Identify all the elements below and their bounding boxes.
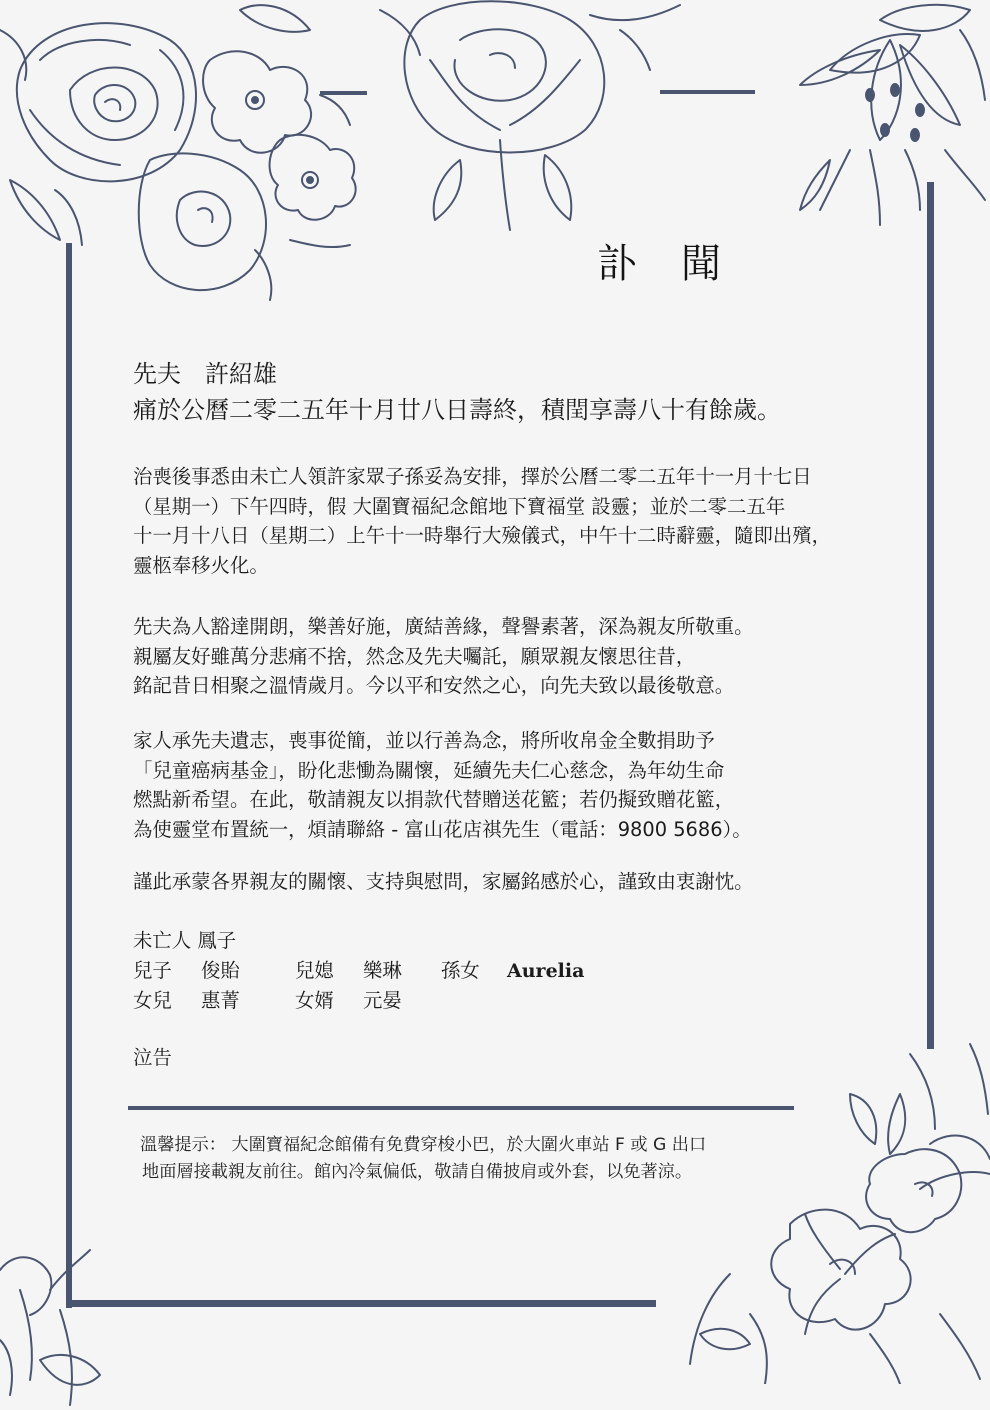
family-row (133, 986, 584, 1016)
peony-illustration-icon (360, 0, 690, 260)
paragraph-line: 「兒童癌病基金」，盼化悲慟為關懷，延續先夫仁心慈念，為年幼生命 (133, 758, 725, 782)
funeral-arrangements-paragraph (133, 462, 831, 580)
paragraph-line: 十一月十八日（星期二）上午十一時舉行大殮儀式，中午十二時辭靈，隨即出殯， (133, 524, 832, 547)
paragraph-line: 治喪後事悉由未亡人領許家眾子孫妥為安排，擇於公曆二零二五年十一月十七日 (133, 465, 812, 488)
relation-label: 兒子 (133, 959, 172, 982)
rose-illustration-icon (0, 0, 400, 340)
note-line: 地面層接載親友前往。館內冷氣偏低，敬請自備披肩或外套，以免著涼。 (142, 1162, 693, 1182)
relation-label: 女婿 (295, 989, 334, 1012)
relation-label: 兒媳 (295, 959, 334, 982)
deceased-name: 先夫 許紹雄 (133, 360, 277, 388)
paragraph-line: 親屬友好雖萬分悲痛不捨，然念及先夫囑託，願眾親友懷思往昔， (133, 644, 696, 668)
paragraph-line: 先夫為人豁達開朗，樂善好施，廣結善緣，聲譽素著，深為親友所敬重。 (133, 615, 754, 638)
family-row (133, 956, 584, 986)
hibiscus-illustration-icon (670, 1034, 990, 1384)
donation-paragraph (133, 726, 752, 844)
paragraph-line: 靈柩奉移火化。 (133, 553, 269, 577)
widow-name: 未亡人 鳳子 (133, 929, 237, 952)
relation-label: 孫女 (441, 959, 480, 982)
note-line: 溫馨提示： 大圍寶福紀念館備有免費穿梭小巴，於大圍火車站 F 或 G 出口 (140, 1135, 707, 1155)
family-member-name: 惠菁 (201, 989, 240, 1012)
tribute-paragraph (133, 612, 754, 701)
lily-illustration-icon (770, 0, 990, 240)
paragraph-line: 家人承先夫遺志，喪事從簡，並以行善為念，將所收帛金全數捐助予 (133, 729, 715, 752)
family-member-name: Aurelia (507, 960, 585, 982)
family-member-name: 元晏 (363, 989, 402, 1012)
paragraph-line: 銘記昔日相聚之溫情歲月。今以平和安然之心，向先夫致以最後敬意。 (133, 674, 735, 697)
paragraph-line: （星期一）下午四時，假 大圍寶福紀念館地下寶福堂 設靈；並於二零二五年 (133, 494, 786, 518)
section-divider (128, 1106, 794, 1110)
closing-text: 泣告 (133, 1046, 172, 1069)
family-member-name: 俊貽 (201, 959, 240, 982)
signatories (133, 926, 584, 1016)
relation-label: 女兒 (133, 989, 172, 1012)
frame-top-right-dash (660, 90, 755, 94)
frame-right-line (927, 182, 934, 1049)
deceased-passing: 痛於公曆二零二五年十月廿八日壽終，積閏享壽八十有餘歲。 (133, 396, 781, 424)
paragraph-line: 謹此承蒙各界親友的關懷、支持與慰問，家屬銘感於心，謹致由衷謝忱。 (133, 870, 754, 893)
reminder-note (140, 1132, 706, 1186)
page-title: 訃聞 (597, 241, 765, 287)
frame-top-left-dash (320, 91, 367, 95)
paragraph-line: 燃點新希望。在此，敬請親友以捐款代替贈送花籃；若仍擬致贈花籃， (133, 788, 735, 811)
family-member-name: 樂琳 (363, 959, 402, 982)
paragraph-line: 為使靈堂布置統一，煩請聯絡 - 富山花店祺先生（電話：9800 5686）。 (133, 817, 752, 841)
thanks-paragraph (133, 867, 754, 897)
frame-bottom-line (66, 1300, 656, 1307)
widow-row (133, 926, 584, 956)
frame-left-line (66, 243, 72, 1308)
deceased-section (133, 356, 781, 428)
